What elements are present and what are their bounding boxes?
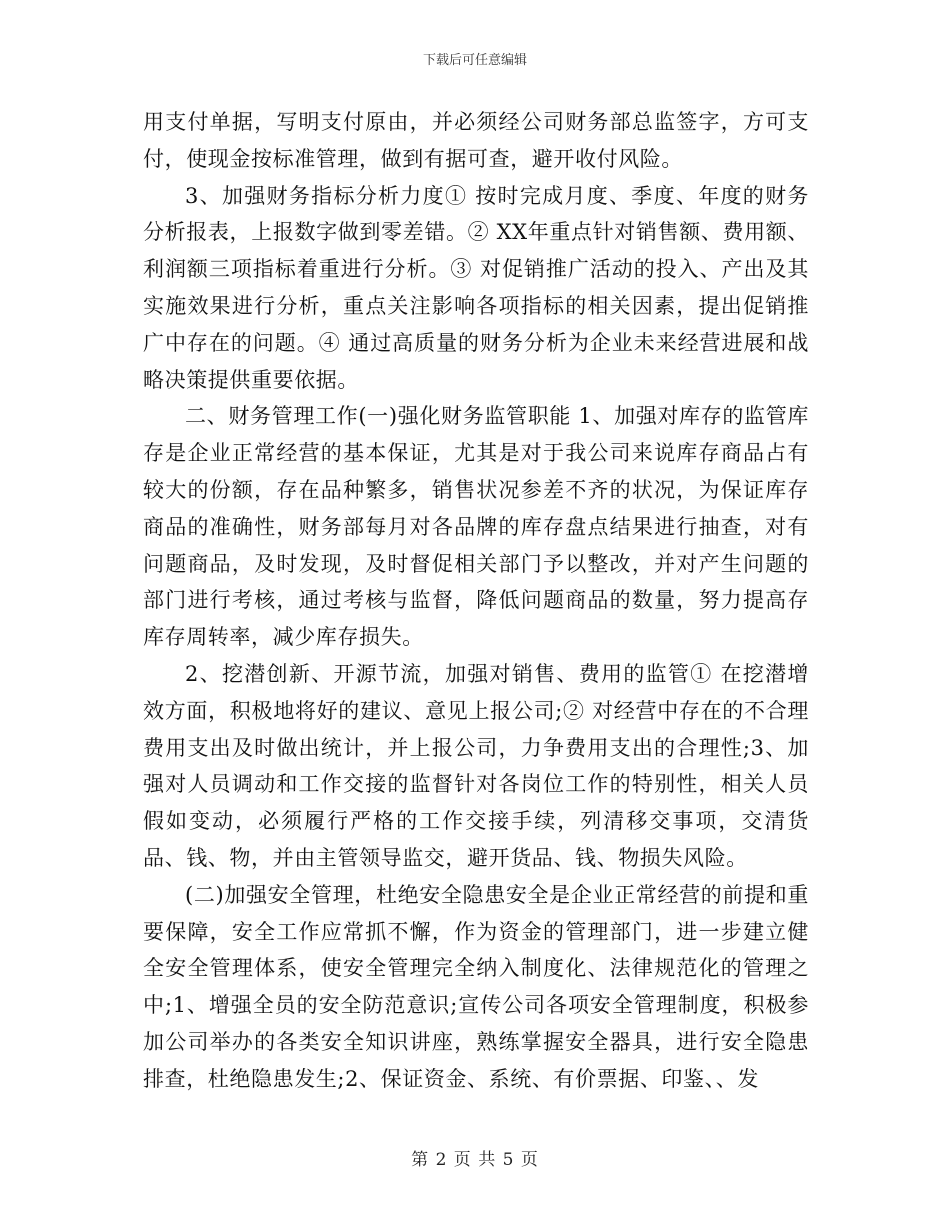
body-paragraph-3: 二、财务管理工作(一)强化财务监管职能 1、加强对库存的监管库存是企业正常经营的基本保证，尤其是对于我公司来说库存商品占有较大的份额，存在品种繁多，销售状况参差不齐的状况，为保证库存商品的准确性，财务部每月对各品牌的库存盘点结果进行抽查，对有问题商品，及时发现，及时督促相关部门予以整改，并对产生问题的部门进行考核，通过考核与监督，降低问题商品的数量，努力提高存库存周转率，减少库存损失。 [143,404,809,650]
page-number: 第 2 页 共 5 页 [411,1150,539,1170]
document-body [143,104,809,1098]
page-header: 下载后可任意编辑 [422,53,527,68]
body-paragraph-2: 3、加强财务指标分析力度① 按时完成月度、季度、年度的财务分析报表，上报数字做到零差错。② XX年重点针对销售额、费用额、利润额三项指标着重进行分析。③ 对促销推广活动的投入、产出及其实施效果进行分析，重点关注影响各项指标的相关因素，提出促销推广中存在的问题。④ 通过高质量的财务分析为企业未来经营进展和战略决策提供重要依据。 [143,183,809,392]
body-paragraph-4: 2、挖潜创新、开源节流，加强对销售、费用的监管① 在挖潜增效方面，积极地将好的建议、意见上报公司;② 对经营中存在的不合理费用支出及时做出统计，并上报公司，力争费用支出的合理性;3、加强对人员调动和工作交接的监督针对各岗位工作的特别性，相关人员假如变动，必须履行严格的工作交接手续，列清移交事项，交清货品、钱、物，并由主管领导监交，避开货品、钱、物损失风险。 [143,661,809,870]
body-paragraph-1: 用支付单据，写明支付原由，并必须经公司财务部总监签字，方可支付，使现金按标准管理，做到有据可查，避开收付风险。 [143,110,809,171]
body-paragraph-5: (二)加强安全管理，杜绝安全隐患安全是企业正常经营的前提和重要保障，安全工作应常抓不懈，作为资金的管理部门，进一步建立健全安全管理体系，使安全管理完全纳入制度化、法律规范化的管理之中;1、增强全员的安全防范意识;宣传公司各项安全管理制度，积极参加公司举办的各类安全知识讲座，熟练掌握安全器具，进行安全隐患排查，杜绝隐患发生;2、保证资金、系统、有价票据、印鉴、、发 [143,882,809,1091]
